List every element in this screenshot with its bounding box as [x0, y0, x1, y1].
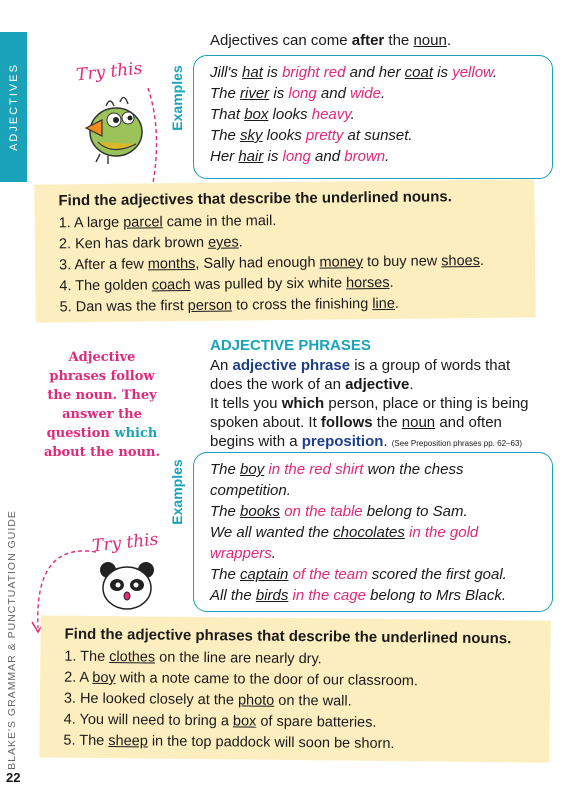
section-tab: [0, 32, 27, 182]
phrases-definition: [210, 356, 550, 453]
examples-label: Examples: [169, 65, 185, 131]
text-line: does the work of an adjective.: [210, 376, 414, 393]
text-line: That box looks heavy.: [210, 106, 355, 123]
examples-label: Examples: [169, 459, 185, 525]
list-item: 1. A large parcel came in the mail.: [58, 213, 277, 232]
text-line: The sky looks pretty at sunset.: [210, 127, 413, 144]
text-line: Jill's hat is bright red and her coat is yellow.: [210, 64, 498, 81]
section-tab-label: ADJECTIVES: [7, 63, 20, 151]
text-line: The books on the table belong to Sam.: [210, 503, 468, 520]
intro-sentence: Adjectives can come after the noun.: [210, 32, 451, 49]
text-line: begins with a preposition. (See Preposition phrases pp. 62–63): [210, 433, 523, 450]
text-line: The captain of the team scored the first goal.: [210, 566, 507, 583]
text-line: phrases follow: [49, 369, 155, 384]
list-item: 5. Dan was the first person to cross the finishing line.: [59, 295, 399, 316]
try-this-label: Try this: [75, 58, 144, 86]
text-line: Her hair is long and brown.: [210, 148, 390, 165]
page-number: 22: [6, 770, 21, 785]
text-line: The boy in the red shirt won the chess: [210, 461, 464, 478]
list-item: 3. He looked closely at the photo on the wall.: [63, 690, 352, 710]
activity-panel: [39, 615, 550, 762]
text-line: the noun. They: [47, 388, 157, 403]
side-note: [42, 348, 162, 462]
text-line: We all wanted the chocolates in the gold: [210, 524, 479, 541]
list-item: 2. A boy with a note came to the door of our classroom.: [64, 669, 419, 690]
examples-box: [193, 452, 553, 612]
activity-panel: [34, 179, 535, 322]
activity-heading: Find the adjective phrases that describe the underlined nouns.: [64, 625, 512, 648]
text-line: wrappers.: [210, 545, 276, 562]
section-heading: ADJECTIVE PHRASES: [210, 337, 371, 354]
list-item: 4. The golden coach was pulled by six white horses.: [59, 274, 394, 295]
text-line: All the birds in the cage belong to Mrs Black.: [210, 587, 506, 604]
list-item: 1. The clothes on the line are nearly dry.: [64, 648, 322, 668]
text-line: question which: [46, 426, 158, 441]
text-line: competition.: [210, 482, 291, 499]
text-line: The river is long and wide.: [210, 85, 386, 102]
list-item: 5. The sheep in the top paddock will soon be shorn.: [63, 732, 395, 753]
activity-heading: Find the adjectives that describe the underlined nouns.: [58, 188, 452, 210]
panda-illustration: [96, 560, 158, 612]
text-line: spoken about. It follows the noun and often: [210, 414, 502, 431]
text-line: It tells you which person, place or thing is being: [210, 395, 529, 412]
text-line: An adjective phrase is a group of words that: [210, 357, 511, 374]
list-item: 3. After a few months, Sally had enough money to buy new shoes.: [59, 252, 485, 274]
text-line: about the noun.: [44, 445, 160, 460]
text-line: Adjective: [68, 350, 136, 365]
try-this-label: Try this: [91, 529, 160, 557]
text-line: answer the: [62, 407, 142, 422]
list-item: 4. You will need to bring a box of spare batteries.: [63, 711, 377, 731]
examples-box: [193, 55, 553, 179]
book-title-vertical: BLAKE'S GRAMMAR & PUNCTUATION GUIDE: [6, 510, 18, 770]
list-item: 2. Ken has dark brown eyes.: [58, 234, 243, 253]
